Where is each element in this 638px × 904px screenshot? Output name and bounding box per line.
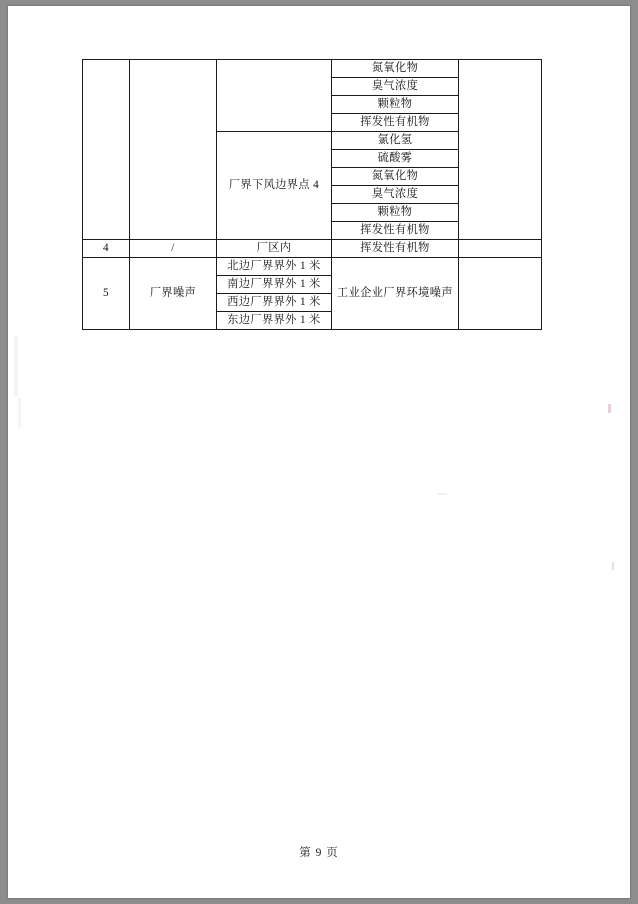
- cell-factor: 氮氧化物: [332, 60, 459, 78]
- scan-artifact: [612, 562, 614, 570]
- cell-point: 南边厂界界外 1 米: [217, 276, 332, 294]
- table-row: [83, 258, 542, 276]
- cell-point: 厂区内: [217, 240, 332, 258]
- cell-no: [83, 60, 130, 240]
- scan-artifact: [438, 493, 447, 495]
- cell-item: 厂界噪声: [130, 258, 217, 330]
- cell-point: [217, 60, 332, 132]
- cell-factor: 工业企业厂界环境噪声: [332, 258, 459, 330]
- cell-factor: 臭气浓度: [332, 78, 459, 96]
- cell-frequency: [459, 240, 542, 258]
- page-footer: 第 9 页: [299, 847, 339, 859]
- cell-point: 西边厂界界外 1 米: [217, 294, 332, 312]
- cell-point: 厂界下风边界点 4: [217, 132, 332, 240]
- document-page: [8, 6, 630, 898]
- scan-artifact: [18, 398, 21, 428]
- cell-factor: 挥发性有机物: [332, 222, 459, 240]
- cell-factor: 氮氧化物: [332, 168, 459, 186]
- scan-artifact: [14, 336, 18, 396]
- cell-factor: 臭气浓度: [332, 186, 459, 204]
- cell-factor: 挥发性有机物: [332, 114, 459, 132]
- cell-item: [130, 60, 217, 240]
- cell-frequency: [459, 258, 542, 330]
- cell-factor: 硫酸雾: [332, 150, 459, 168]
- cell-frequency: [459, 60, 542, 240]
- cell-factor: 颗粒物: [332, 96, 459, 114]
- cell-factor: 挥发性有机物: [332, 240, 459, 258]
- cell-no: 4: [83, 240, 130, 258]
- table-row: [83, 240, 542, 258]
- cell-item: /: [130, 240, 217, 258]
- cell-point: 北边厂界界外 1 米: [217, 258, 332, 276]
- monitoring-plan-table: [82, 59, 542, 330]
- cell-factor: 氯化氢: [332, 132, 459, 150]
- cell-no: 5: [83, 258, 130, 330]
- scan-artifact: [608, 404, 611, 413]
- cell-factor: 颗粒物: [332, 204, 459, 222]
- cell-point: 东边厂界界外 1 米: [217, 312, 332, 330]
- table-row: [83, 60, 542, 78]
